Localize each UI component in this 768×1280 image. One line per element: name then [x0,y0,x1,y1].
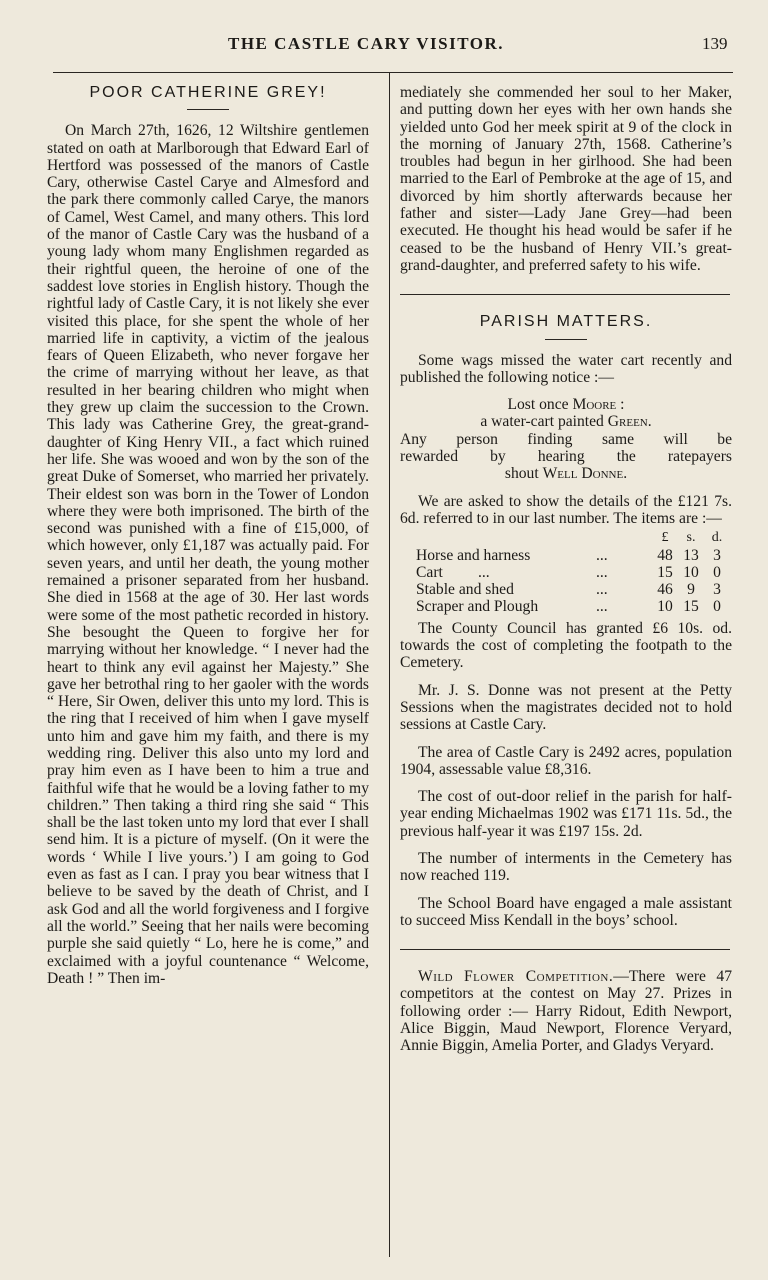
page-number: 139 [702,34,728,53]
notice-line: shout Well Donne. [504,465,628,483]
table-row: Stable and shed ... 46 9 3 [416,581,721,599]
shillings-header: s. [686,530,696,546]
donne-paragraph: Mr. J. S. Donne was not present at the Petty Sessions when the magistrates decided not to hold sessions at Castle Cary. [400,681,732,734]
notice-line: Any person finding same will be [400,430,732,448]
notice-line: rewarded by hearing the ratepayers [400,448,732,466]
expense-table [416,529,730,615]
section-separator [400,949,730,950]
school-board-paragraph: The School Board have engaged a male assistant to succeed Miss Kendall in the boys’ school. [400,894,732,929]
title-rule [187,109,229,110]
pounds-header: £ [661,530,669,546]
interments-paragraph: The number of interments in the Cemetery has now reached 119. [400,849,732,885]
pence-header: d. [711,530,723,546]
running-title: THE CASTLE CARY VISITOR. [228,34,504,53]
details-intro: We are asked to show the details of the £121 7s. 6d. referred to in our last number. The items are :— [400,492,732,527]
notice-line: Lost once Moore : [507,396,625,414]
currency-header-row [416,529,730,546]
relief-paragraph: The cost of out-door relief in the parish for half-year ending Michaelmas 1902 was £171 11s. 5d., the previous half-year it was £197 15s. 2d. [400,788,732,840]
area-paragraph: The area of Castle Cary is 2492 acres, population 1904, assessable value £8,316. [400,743,732,778]
page-header [0,30,768,60]
right-column [400,84,732,1055]
header-rule [53,72,733,73]
article-title: POOR CATHERINE GREY! [89,84,327,101]
wild-flower-paragraph: Wild Flower Competition.—There were 47 competitors at the contest on May 27. Prizes in following order :— Harry Ridout, Edith Newport, Alice Biggin, Maud Newport, Florence Veryard, Annie Biggin, Amelia Porter, and Gladys Veryard. [400,968,732,1055]
table-row: Scraper and Plough ... 10 15 0 [416,598,721,616]
article-paragraph: On March 27th, 1626, 12 Wiltshire gentlemen stated on oath at Marlborough that Edward Earl of Hertford was possessed of the manors of Castle Cary, otherwise Castel Carye and Almesford and the park there commonly called Carye, the manors of Camel, West Camel, and many others. This lord of the manor of Castle Cary was the husband of a young lady whom many Englishmen regarded as their rightful queen, the heroine of one of the saddest love stories in English history. Though the rightful lady of Castle Cary, it is not likely she ever visited this place, for she spent the whole of her married life in captivity, a victim of the jealous fears of Queen Elizabeth, who never forgave her the crime of marrying without her leave, as that resulted in her bearing children who might when they grew up claim the succession to the Crown. This lady was Catherine Grey, the great-grand-daughter of King Henry VII., a fact which ruined her life. She was wooed and won by the son of the great Duke of Somerset, who married her privately. Their eldest son was born in the Tower of London where they were both imprisoned. The birth of the second was punished with a fine of £15,000, of which however, only £1,187 was actually paid. For seven years, and until her death, the young mother remained a prisoner separated from her husband. She died in 1568 at the age of 30. Her last words were some of the most pathetic recorded in history. She besought the Queen to forgive her for marrying without her knowledge. “ I never had the heart to think any evil against her Majesty.” She gave her betrothal ring to her gaoler with the words “ Here, Sir Owen, deliver this unto my lord. This is the ring that I received of him when I gave myself unto him and gave him my faith, and there is my wedding ring. Deliver this also unto my lord and pray him even as I have been to him a true and faithful wife that he would be a loving father to my children.” Then taking a third ring she said “ This shall be the last token unto my lord that ever I shall send him. It is a picture of myself. (On it were the words ‘ While I live yours.’) I am going to God even as fast as I can. I pray you bear witness that I believe to be saved by the death of Christ, and I ask God and all the world forgiveness and I forgive all the world.” Seeing that her nails were becoming purple she said quietly “ Lo, here he is come,” and exclaimed with a joyful countenance “ Welcome, Death ! ” Then im- [47,122,369,987]
table-row: Cart ... ... 15 10 0 [416,563,721,581]
section-separator [400,294,730,295]
article-continuation: mediately she commended her soul to her Maker, and putting down her eyes with her own hands she yielded unto God her meek spirit at 9 of the clock in the morning of January 27th, 1568. Catherine’s troubles had begun in her girlhood. She had been married to the Earl of Pembroke at the age of 15, and divorced by him shortly afterwards because her father and sister—Lady Jane Grey—had been executed. He thought his head would be safer if he ceased to be the husband of Henry VII.’s great-grand-daughter, and preferred safety to his wife. [400,84,732,274]
county-council-paragraph: The County Council has granted £6 10s. od. towards the cost of completing the footpath to the Cemetery. [400,619,732,672]
notice-line: a water-cart painted Green. [480,413,652,431]
water-cart-notice [400,396,732,482]
column-divider [389,72,390,1257]
wild-flower-heading: Wild Flower Competition. [418,968,614,986]
parish-matters-title: PARISH MATTERS. [479,313,653,331]
wags-intro: Some wags missed the water cart recently and published the following notice :— [400,351,732,386]
title-rule [545,339,587,340]
left-column [47,80,369,987]
table-row: Horse and harness ... 48 13 3 [416,546,721,564]
